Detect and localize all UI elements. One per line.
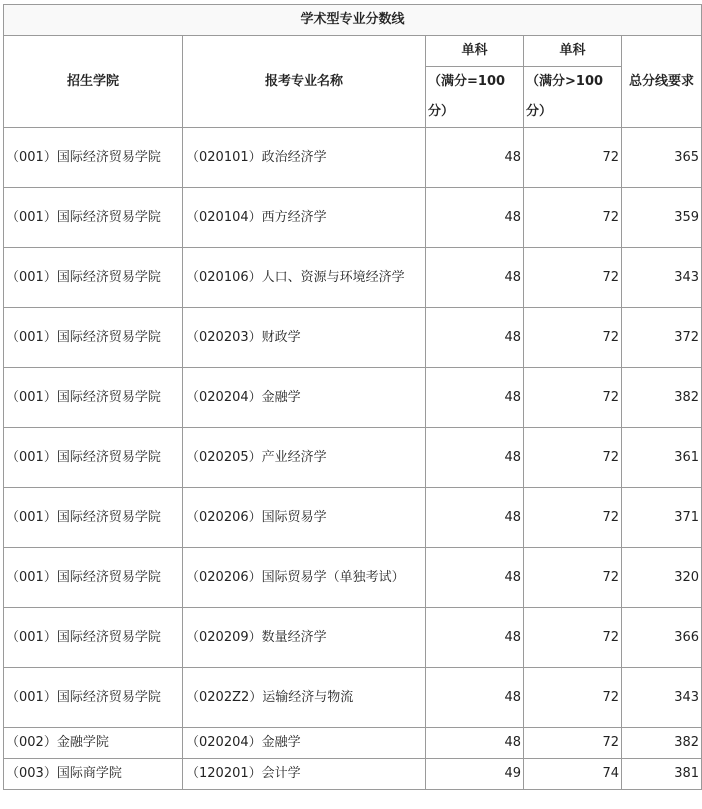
- table-row: [4, 368, 702, 428]
- major-cell: （020206）国际贸易学: [183, 488, 426, 548]
- table-row: [4, 728, 702, 759]
- single-over-100-cell: 72: [524, 128, 622, 188]
- table-title: 学术型专业分数线: [4, 5, 702, 36]
- table-row: [4, 248, 702, 308]
- college-cell: （001）国际经济贸易学院: [4, 128, 183, 188]
- single-over-100-cell: 72: [524, 728, 622, 759]
- single-100-cell: 48: [426, 368, 524, 428]
- table-row: [4, 188, 702, 248]
- header-single-100-sub: （满分=100分）: [426, 67, 524, 128]
- single-over-100-cell: 72: [524, 608, 622, 668]
- college-cell: （001）国际经济贸易学院: [4, 248, 183, 308]
- major-cell: （0202Z2）运输经济与物流: [183, 668, 426, 728]
- total-cell: 366: [622, 608, 702, 668]
- single-over-100-cell: 72: [524, 248, 622, 308]
- total-cell: 372: [622, 308, 702, 368]
- table-row: [4, 428, 702, 488]
- college-cell: （001）国际经济贸易学院: [4, 368, 183, 428]
- college-cell: （001）国际经济贸易学院: [4, 308, 183, 368]
- college-cell: （001）国际经济贸易学院: [4, 428, 183, 488]
- total-cell: 320: [622, 548, 702, 608]
- total-cell: 382: [622, 728, 702, 759]
- header-single-over-100-sub: （满分>100分）: [524, 67, 622, 128]
- college-cell: （001）国际经济贸易学院: [4, 608, 183, 668]
- single-100-cell: 48: [426, 728, 524, 759]
- single-100-cell: 48: [426, 608, 524, 668]
- major-cell: （020101）政治经济学: [183, 128, 426, 188]
- single-100-cell: 48: [426, 308, 524, 368]
- single-100-cell: 49: [426, 759, 524, 790]
- major-cell: （020204）金融学: [183, 728, 426, 759]
- college-cell: （002）金融学院: [4, 728, 183, 759]
- single-100-cell: 48: [426, 248, 524, 308]
- major-cell: （020209）数量经济学: [183, 608, 426, 668]
- header-major: 报考专业名称: [183, 36, 426, 128]
- total-cell: 381: [622, 759, 702, 790]
- table-row: [4, 608, 702, 668]
- total-cell: 359: [622, 188, 702, 248]
- total-cell: 371: [622, 488, 702, 548]
- total-cell: 365: [622, 128, 702, 188]
- table-row: [4, 128, 702, 188]
- single-over-100-cell: 72: [524, 488, 622, 548]
- header-total: 总分线要求: [622, 36, 702, 128]
- table-row: [4, 668, 702, 728]
- major-cell: （020106）人口、资源与环境经济学: [183, 248, 426, 308]
- single-over-100-cell: 72: [524, 188, 622, 248]
- table-row: [4, 759, 702, 790]
- college-cell: （003）国际商学院: [4, 759, 183, 790]
- header-single-over-100: 单科: [524, 36, 622, 67]
- total-cell: 343: [622, 248, 702, 308]
- single-over-100-cell: 72: [524, 428, 622, 488]
- single-100-cell: 48: [426, 128, 524, 188]
- header-college: 招生学院: [4, 36, 183, 128]
- major-cell: （020205）产业经济学: [183, 428, 426, 488]
- score-table: [3, 4, 702, 790]
- total-cell: 343: [622, 668, 702, 728]
- college-cell: （001）国际经济贸易学院: [4, 668, 183, 728]
- college-cell: （001）国际经济贸易学院: [4, 488, 183, 548]
- major-cell: （020104）西方经济学: [183, 188, 426, 248]
- single-100-cell: 48: [426, 548, 524, 608]
- single-100-cell: 48: [426, 488, 524, 548]
- total-cell: 361: [622, 428, 702, 488]
- single-over-100-cell: 72: [524, 368, 622, 428]
- single-over-100-cell: 72: [524, 548, 622, 608]
- single-100-cell: 48: [426, 188, 524, 248]
- total-cell: 382: [622, 368, 702, 428]
- major-cell: （020206）国际贸易学（单独考试）: [183, 548, 426, 608]
- table-row: [4, 488, 702, 548]
- major-cell: （120201）会计学: [183, 759, 426, 790]
- college-cell: （001）国际经济贸易学院: [4, 548, 183, 608]
- single-over-100-cell: 72: [524, 668, 622, 728]
- major-cell: （020204）金融学: [183, 368, 426, 428]
- table-row: [4, 548, 702, 608]
- major-cell: （020203）财政学: [183, 308, 426, 368]
- header-single-100: 单科: [426, 36, 524, 67]
- college-cell: （001）国际经济贸易学院: [4, 188, 183, 248]
- single-over-100-cell: 74: [524, 759, 622, 790]
- single-100-cell: 48: [426, 428, 524, 488]
- single-100-cell: 48: [426, 668, 524, 728]
- table-row: [4, 308, 702, 368]
- single-over-100-cell: 72: [524, 308, 622, 368]
